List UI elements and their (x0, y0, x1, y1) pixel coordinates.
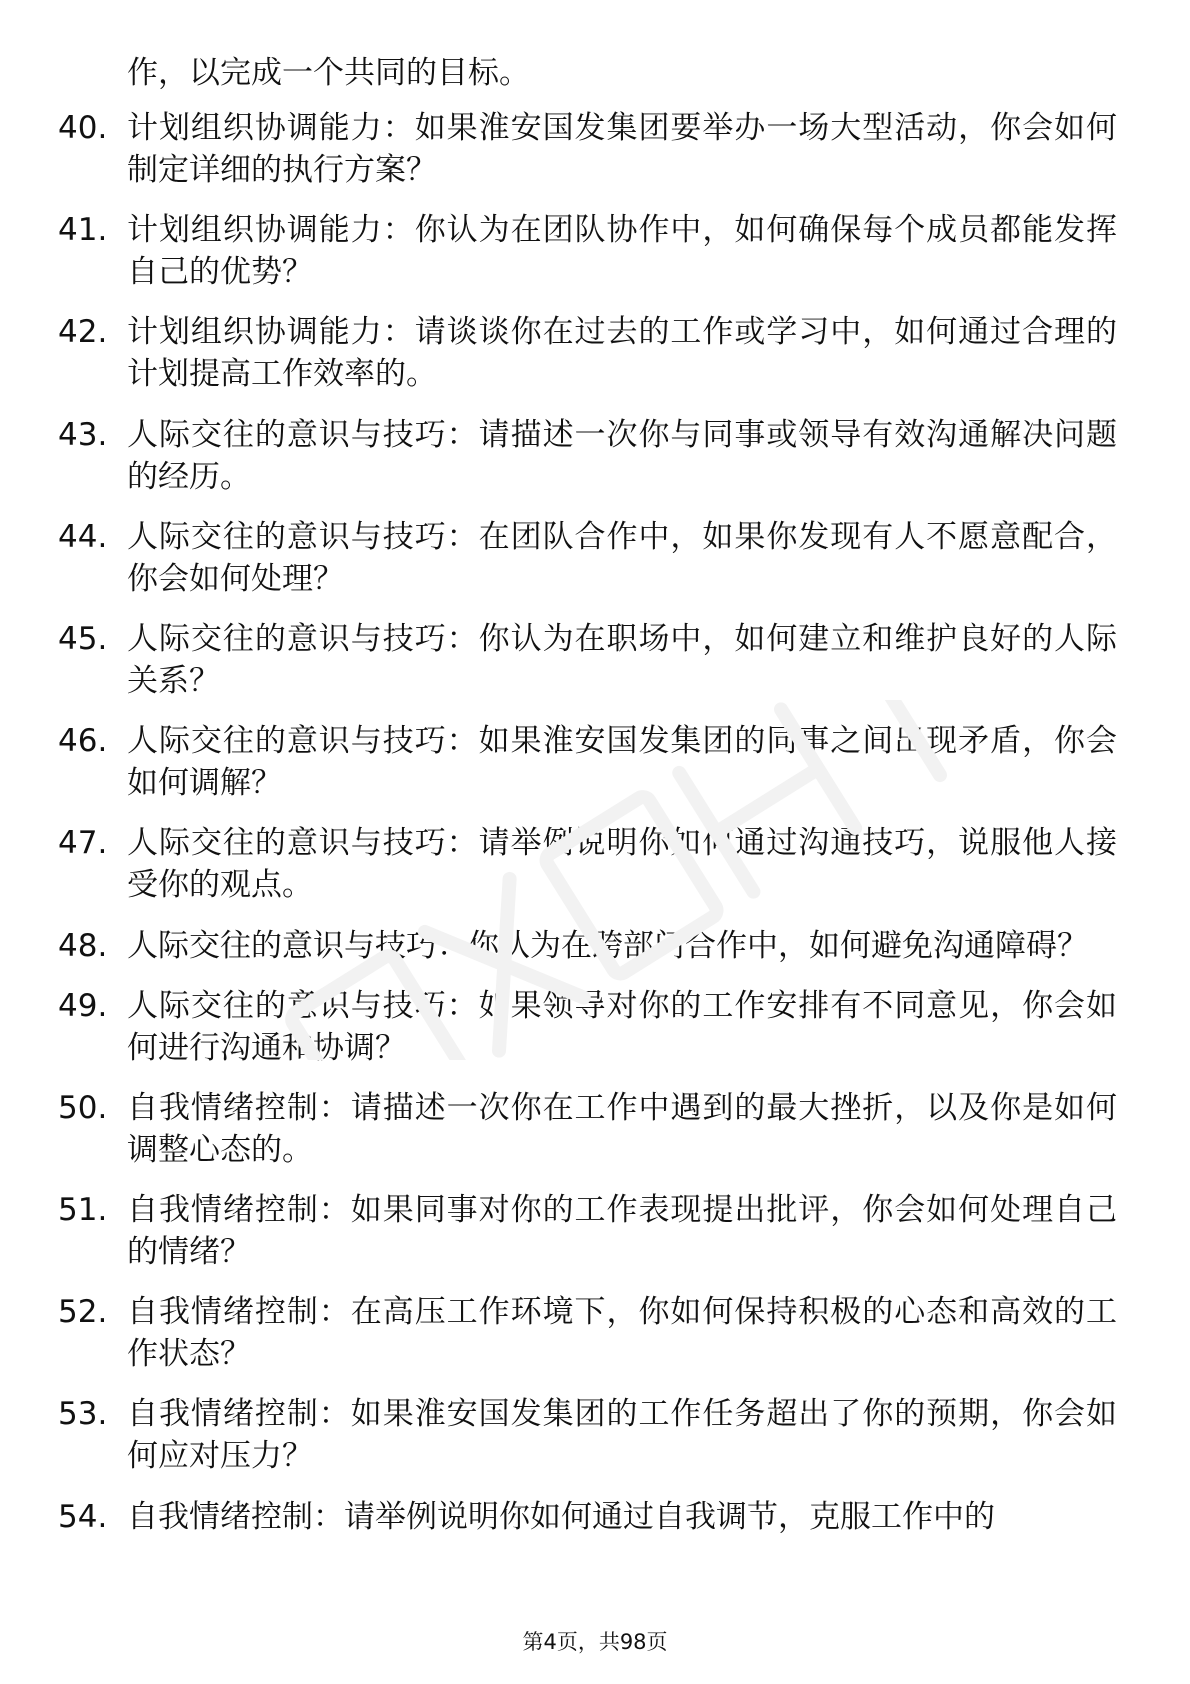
question-text: 计划组织协调能力：如果淮安国发集团要举办一场大型活动，你会如何制定详细的执行方案？ (127, 110, 1117, 188)
question-text: 人际交往的意识与技巧：请举例说明你如何通过沟通技巧，说服他人接受你的观点。 (127, 825, 1117, 904)
list-item (58, 925, 1118, 967)
question-number: 52. (58, 1294, 108, 1331)
list-item (58, 822, 1118, 906)
question-number: 50. (58, 1089, 108, 1126)
list-item (58, 618, 1118, 702)
question-number: 44. (58, 518, 108, 555)
list-item (58, 1393, 1118, 1477)
list-item (58, 209, 1118, 293)
question-text: 人际交往的意识与技巧：请描述一次你与同事或领导有效沟通解决问题的经历。 (127, 416, 1117, 495)
list-item (58, 1496, 1118, 1538)
question-text: 人际交往的意识与技巧：如果淮安国发集团的同事之间出现矛盾，你会如何调解？ (127, 723, 1117, 802)
question-number: 41. (58, 212, 108, 249)
question-text: 自我情绪控制：如果淮安国发集团的工作任务超出了你的预期，你会如何应对压力？ (127, 1396, 1117, 1475)
question-number: 47. (58, 825, 108, 862)
list-item (58, 107, 1118, 191)
list-item (58, 414, 1118, 498)
question-text: 人际交往的意识与技巧：如果领导对你的工作安排有不同意见，你会如何进行沟通和协调？ (127, 987, 1117, 1066)
page-footer: 第4页，共98页 (522, 1630, 668, 1654)
question-text: 人际交往的意识与技巧：你认为在职场中，如何建立和维护良好的人际关系？ (127, 620, 1117, 699)
question-number: 46. (58, 723, 108, 760)
question-number: 45. (58, 620, 108, 657)
question-number: 43. (58, 416, 108, 453)
question-text: 自我情绪控制：请描述一次你在工作中遇到的最大挫折，以及你是如何调整心态的。 (127, 1089, 1117, 1168)
question-number: 42. (58, 314, 108, 351)
question-text: 计划组织协调能力：你认为在团队协作中，如何确保每个成员都能发挥自己的优势？ (127, 212, 1117, 291)
question-number: 51. (58, 1192, 108, 1229)
question-text: 自我情绪控制：如果同事对你的工作表现提出批评，你会如何处理自己的情绪？ (127, 1192, 1117, 1271)
question-number: 54. (58, 1498, 108, 1535)
list-item (58, 1291, 1118, 1375)
list-item (58, 311, 1118, 395)
list-item (58, 1087, 1118, 1171)
question-text: 计划组织协调能力：请谈谈你在过去的工作或学习中，如何通过合理的计划提高工作效率的。 (127, 314, 1117, 393)
question-number: 40. (58, 110, 108, 146)
question-number: 48. (58, 927, 108, 964)
question-text: 人际交往的意识与技巧：你认为在跨部门合作中，如何避免沟通障碍？ (127, 927, 1088, 964)
question-number: 53. (58, 1396, 108, 1433)
question-text: 自我情绪控制：在高压工作环境下，你如何保持积极的心态和高效的工作状态？ (127, 1294, 1117, 1373)
question-text: 自我情绪控制：请举例说明你如何通过自我调节，克服工作中的 (127, 1498, 995, 1535)
list-item (58, 516, 1118, 600)
question-number: 49. (58, 987, 108, 1024)
list-item (58, 985, 1118, 1069)
question-list (58, 107, 1118, 1556)
continued-question-text: 作，以完成一个共同的目标。 (127, 55, 530, 91)
question-text: 人际交往的意识与技巧：在团队合作中，如果你发现有人不愿意配合，你会如何处理？ (127, 518, 1117, 597)
list-item (58, 1189, 1118, 1273)
list-item (58, 720, 1118, 804)
